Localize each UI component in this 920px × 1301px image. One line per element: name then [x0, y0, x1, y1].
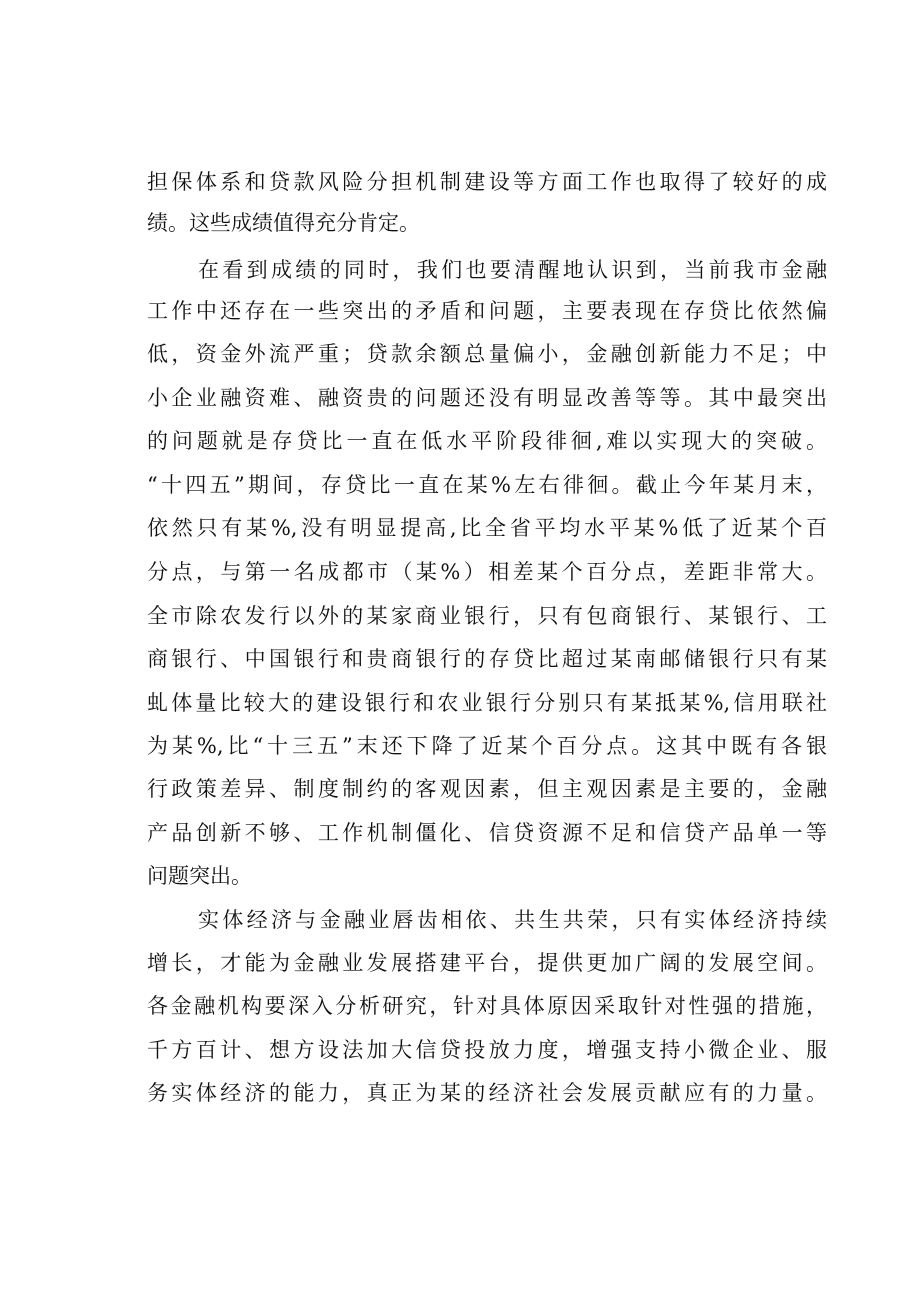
- text-line: 依然只有某%,没有明显提高,比全省平均水平某%低了近某个百: [147, 516, 827, 540]
- text-line: “十四五”期间，存贷比一直在某%左右徘徊。截止今年某月末，: [147, 473, 827, 497]
- text-line: 担保体系和贷款风险分担机制建设等方面工作也取得了较好的成: [147, 170, 827, 194]
- text-line: 小企业融资难、融资贵的问题还没有明显改善等等。其中最突出: [147, 386, 827, 410]
- text-line: 行政策差异、制度制约的客观因素，但主观因素是主要的，金融: [147, 777, 827, 801]
- text-line: 商银行、中国银行和贵商银行的存贷比超过某南邮储银行只有某: [147, 647, 827, 671]
- text-line: 全市除农发行以外的某家商业银行，只有包商银行、某银行、工: [147, 604, 827, 628]
- text-line: 绩。这些成绩值得充分肯定。: [147, 211, 420, 235]
- text-line: 低，资金外流严重；贷款余额总量偏小，金融创新能力不足；中: [147, 342, 827, 366]
- text-line: 工作中还存在一些突出的矛盾和问题，主要表现在存贷比依然偏: [147, 299, 827, 323]
- text-line: 为某%,比“十三五”末还下降了近某个百分点。这其中既有各银: [147, 734, 827, 758]
- paragraph-start-line: 实体经济与金融业唇齿相依、共生共荣，只有实体经济持续: [198, 908, 827, 932]
- text-line: 问题突出。: [147, 864, 252, 888]
- text-line: 的问题就是存贷比一直在低水平阶段徘徊,难以实现大的突破。: [147, 429, 827, 453]
- text-line: 虬体量比较大的建设银行和农业银行分别只有某抵某%,信用联社: [147, 691, 827, 715]
- text-line: 增长，才能为金融业发展搭建平台，提供更加广阔的发展空间。: [147, 951, 827, 975]
- text-line: 务实体经济的能力，真正为某的经济社会发展贡献应有的力量。: [147, 1081, 827, 1105]
- paragraph-start-line: 在看到成绩的同时，我们也要清醒地认识到，当前我市金融: [198, 258, 827, 282]
- text-line: 各金融机构要深入分析研究，针对具体原因采取针对性强的措施，: [147, 994, 827, 1018]
- text-line: 产品创新不够、工作机制僵化、信贷资源不足和信贷产品单一等: [147, 821, 827, 845]
- text-line: 千方百计、想方设法加大信贷投放力度，增强支持小微企业、服: [147, 1038, 827, 1062]
- text-line: 分点，与第一名成都市（某%）相差某个百分点，差距非常大。: [147, 560, 827, 584]
